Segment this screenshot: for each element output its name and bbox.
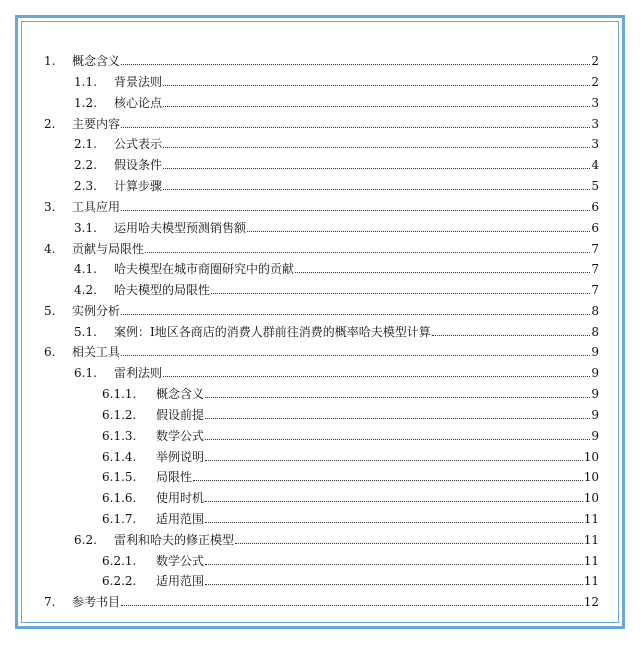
toc-number: 2.3. bbox=[74, 179, 97, 193]
toc-entry[interactable] bbox=[44, 592, 599, 612]
toc-title: 背景法则 bbox=[114, 75, 163, 89]
toc-page: 11 bbox=[583, 574, 599, 588]
toc-entry[interactable] bbox=[102, 447, 599, 467]
toc-entry[interactable] bbox=[74, 176, 599, 196]
toc-number: 6.2.2. bbox=[102, 574, 137, 588]
toc-entry[interactable] bbox=[74, 280, 599, 300]
toc-title: 适用范围 bbox=[156, 512, 205, 526]
toc-entry[interactable] bbox=[102, 426, 599, 446]
dot-leader bbox=[193, 469, 583, 481]
toc-entry[interactable] bbox=[102, 571, 599, 591]
toc-page: 9 bbox=[591, 387, 599, 401]
toc-number: 4.1. bbox=[74, 262, 97, 276]
toc-number: 2.1. bbox=[74, 137, 97, 151]
toc-number: 2. bbox=[44, 117, 56, 131]
toc-title: 主要内容 bbox=[72, 117, 121, 131]
toc-title: 概念含义 bbox=[72, 54, 121, 68]
dot-leader bbox=[163, 365, 590, 377]
toc-number: 5. bbox=[44, 304, 56, 318]
dot-leader bbox=[121, 594, 583, 606]
toc-entry[interactable] bbox=[44, 114, 599, 134]
toc-page: 10 bbox=[583, 491, 599, 505]
toc-number: 4. bbox=[44, 242, 56, 256]
toc-number: 6. bbox=[44, 345, 56, 359]
toc-title: 贡献与局限性 bbox=[72, 242, 145, 256]
toc-entry[interactable] bbox=[74, 155, 599, 175]
toc-page: 2 bbox=[591, 54, 599, 68]
dot-leader bbox=[145, 241, 590, 253]
toc-number: 6.1.1. bbox=[102, 387, 137, 401]
toc-title: 使用时机 bbox=[156, 491, 205, 505]
toc-number: 6.1. bbox=[74, 366, 97, 380]
toc-title: 计算步骤 bbox=[114, 179, 163, 193]
toc-page: 10 bbox=[583, 470, 599, 484]
toc-number: 6.2.1. bbox=[102, 554, 137, 568]
toc-title: 数学公式 bbox=[156, 554, 205, 568]
toc-number: 5.1. bbox=[74, 325, 97, 339]
dot-leader bbox=[432, 324, 591, 336]
toc-title: 概念含义 bbox=[156, 387, 205, 401]
toc-number: 6.1.3. bbox=[102, 429, 137, 443]
toc-page: 9 bbox=[591, 429, 599, 443]
toc-entry[interactable] bbox=[74, 363, 599, 383]
toc-entry[interactable] bbox=[44, 301, 599, 321]
toc-number: 2.2. bbox=[74, 158, 97, 172]
dot-leader bbox=[235, 532, 583, 544]
dot-leader bbox=[295, 261, 590, 273]
toc-title: 雷利和哈夫的修正模型 bbox=[114, 533, 235, 547]
dot-leader bbox=[205, 386, 590, 398]
dot-leader bbox=[205, 490, 583, 502]
dot-leader bbox=[211, 282, 590, 294]
toc-title: 参考书目 bbox=[72, 595, 121, 609]
toc-page: 12 bbox=[583, 595, 599, 609]
toc-entry[interactable] bbox=[74, 134, 599, 154]
toc-number: 1.1. bbox=[74, 75, 97, 89]
toc-page: 9 bbox=[591, 366, 599, 380]
dot-leader bbox=[121, 344, 590, 356]
toc-number: 6.2. bbox=[74, 533, 97, 547]
toc-page: 8 bbox=[591, 304, 599, 318]
toc-entry[interactable] bbox=[102, 405, 599, 425]
dot-leader bbox=[121, 116, 590, 128]
toc-page: 6 bbox=[591, 221, 599, 235]
dot-leader bbox=[205, 407, 590, 419]
toc-title: 假设前提 bbox=[156, 408, 205, 422]
toc-entry[interactable] bbox=[74, 530, 599, 550]
toc-title: 运用哈夫模型预测销售额 bbox=[114, 221, 247, 235]
dot-leader bbox=[163, 157, 590, 169]
toc-entry[interactable] bbox=[102, 509, 599, 529]
toc-number: 6.1.4. bbox=[102, 450, 137, 464]
toc-title: 哈夫模型在城市商圈研究中的贡献 bbox=[114, 262, 295, 276]
toc-number: 1.2. bbox=[74, 96, 97, 110]
toc-title: 举例说明 bbox=[156, 450, 205, 464]
toc-page: 7 bbox=[591, 242, 599, 256]
toc-number: 7. bbox=[44, 595, 56, 609]
toc-title: 局限性 bbox=[156, 470, 193, 484]
toc-page: 9 bbox=[591, 408, 599, 422]
toc-title: 核心论点 bbox=[114, 96, 163, 110]
toc-title: 公式表示 bbox=[114, 137, 163, 151]
toc-number: 3. bbox=[44, 200, 56, 214]
toc-entry[interactable] bbox=[102, 384, 599, 404]
toc-page: 7 bbox=[591, 262, 599, 276]
toc-entry[interactable] bbox=[44, 197, 599, 217]
dot-leader bbox=[205, 511, 583, 523]
toc-entry[interactable] bbox=[74, 322, 599, 342]
dot-leader bbox=[163, 74, 590, 86]
toc-title: 雷利法则 bbox=[114, 366, 163, 380]
dot-leader bbox=[205, 573, 583, 585]
dot-leader bbox=[121, 53, 590, 65]
toc-entry[interactable] bbox=[102, 488, 599, 508]
dot-leader bbox=[163, 136, 590, 148]
toc-title: 案例：I地区各商店的消费人群前往消费的概率哈夫模型计算 bbox=[114, 325, 431, 339]
dot-leader bbox=[121, 303, 590, 315]
toc-number: 6.1.5. bbox=[102, 470, 137, 484]
toc-page: 5 bbox=[591, 179, 599, 193]
toc-entry[interactable] bbox=[74, 72, 599, 92]
toc-entry[interactable] bbox=[74, 259, 599, 279]
toc-page: 3 bbox=[591, 137, 599, 151]
toc-page: 8 bbox=[591, 325, 599, 339]
toc-number: 4.2. bbox=[74, 283, 97, 297]
toc-number: 6.1.2. bbox=[102, 408, 137, 422]
dot-leader bbox=[205, 553, 583, 565]
toc-page: 6 bbox=[591, 200, 599, 214]
toc-number: 1. bbox=[44, 54, 56, 68]
toc-title: 工具应用 bbox=[72, 200, 121, 214]
dot-leader bbox=[247, 220, 590, 232]
toc-page: 10 bbox=[583, 450, 599, 464]
toc-number: 6.1.6. bbox=[102, 491, 137, 505]
toc-entry[interactable] bbox=[74, 93, 599, 113]
toc-entry[interactable] bbox=[74, 218, 599, 238]
dot-leader bbox=[205, 428, 590, 440]
toc-title: 哈夫模型的局限性 bbox=[114, 283, 211, 297]
toc-page: 4 bbox=[591, 158, 599, 172]
toc-page: 11 bbox=[583, 512, 599, 526]
toc-entry[interactable] bbox=[44, 342, 599, 362]
toc-page: 3 bbox=[591, 96, 599, 110]
toc-page: 7 bbox=[591, 283, 599, 297]
toc-page: 2 bbox=[591, 75, 599, 89]
dot-leader bbox=[205, 449, 583, 461]
toc-title: 实例分析 bbox=[72, 304, 121, 318]
toc-page: 3 bbox=[591, 117, 599, 131]
toc-entry[interactable] bbox=[102, 551, 599, 571]
dot-leader bbox=[163, 178, 590, 190]
toc-entry[interactable] bbox=[44, 239, 599, 259]
toc-number: 3.1. bbox=[74, 221, 97, 235]
toc-title: 假设条件 bbox=[114, 158, 163, 172]
toc-page: 11 bbox=[583, 554, 599, 568]
toc-title: 适用范围 bbox=[156, 574, 205, 588]
toc-title: 相关工具 bbox=[72, 345, 121, 359]
toc-page: 9 bbox=[591, 345, 599, 359]
dot-leader bbox=[163, 95, 590, 107]
toc-page: 11 bbox=[583, 533, 599, 547]
toc-entry[interactable] bbox=[102, 467, 599, 487]
dot-leader bbox=[121, 199, 590, 211]
toc-number: 6.1.7. bbox=[102, 512, 137, 526]
toc-entry[interactable] bbox=[44, 51, 599, 71]
toc-title: 数学公式 bbox=[156, 429, 205, 443]
